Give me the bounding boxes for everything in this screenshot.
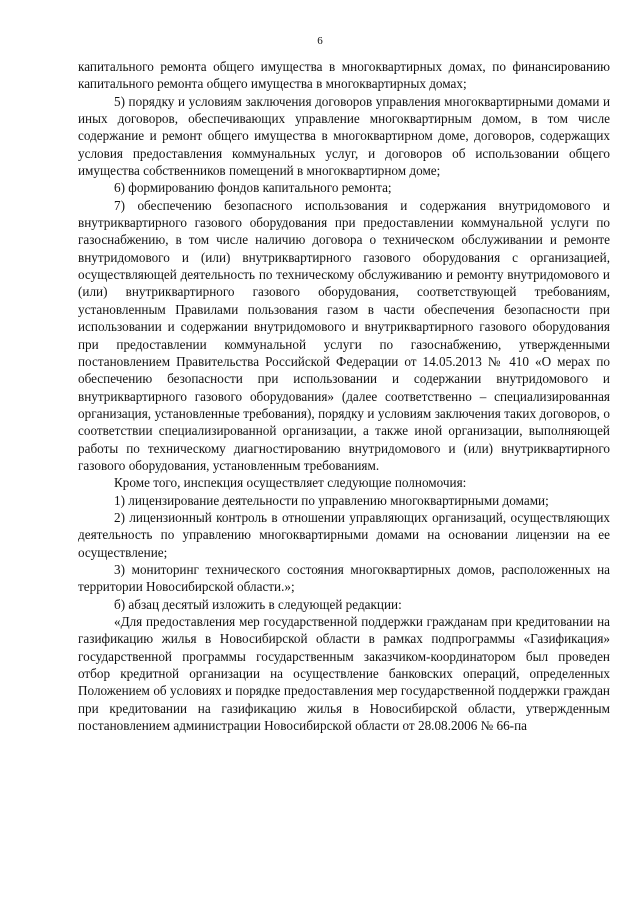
- paragraph-powers-intro: Кроме того, инспекция осуществляет следующие полномочия:: [114, 475, 467, 491]
- paragraph-item-6: 6) формированию фондов капитального ремонта;: [114, 180, 392, 196]
- document-body: [78, 58, 610, 734]
- paragraph-power-2: 2) лицензионный контроль в отношении управляющих организаций, осуществляющих деятельность по управлению многоквартирными домами на основании лицензии на ее осуществление;: [78, 509, 610, 560]
- paragraph-amendment-b: б) абзац десятый изложить в следующей редакции:: [114, 596, 402, 612]
- paragraph-gasification: «Для предоставления мер государственной поддержки гражданам при кредитовании на газификацию жилья в Новосибирской области в рамках подпрограммы «Газификация» государственной программы государственным заказчиком-координатором был проведен отбор кредитной организации на осуществление банковских операций, определенных Положением об условиях и порядке предоставления мер государственной поддержки граждан при кредитовании на газификацию жилья в Новосибирской области, утвержденным постановлением администрации Новосибирской области от 28.08.2006 № 66-па: [78, 614, 610, 734]
- paragraph-item-5: 5) порядку и условиям заключения договоров управления многоквартирными домами и иных договоров, обеспечивающих управление многоквартирным домом, в том числе содержание и ремонт общего имущества в многоквартирном доме, договоров, содержащих условия предоставления коммунальных услуг, и договоров об использовании общего имущества собственников помещений в многоквартирном доме;: [78, 93, 610, 179]
- page-number: 6: [317, 35, 323, 47]
- paragraph-power-3: 3) мониторинг технического состояния многоквартирных домов, расположенных на территории Новосибирской области.»;: [78, 561, 610, 595]
- paragraph-item-7: 7) обеспечению безопасного использования и содержания внутридомового и внутриквартирного газового оборудования при предоставлении коммунальной услуги по газоснабжению, в том числе наличию договора о техническом обслуживании и ремонте внутридомового и (или) внутриквартирного газового оборудования с организацией, осуществляющей деятельность по техническому обслуживанию и ремонту внутридомового и (или) внутриквартирного газового оборудования, соответствующей требованиям, установленным Правилами пользования газом в части обеспечения безопасности при использовании и содержании внутридомового и внутриквартирного газового оборудования при предоставлении коммунальной услуги по газоснабжению, утвержденными постановлением Правительства Российской Федерации от 14.05.2013 № 410 «О мерах по обеспечению безопасности при использовании и содержании внутридомового и внутриквартирного газового оборудования» (далее соответственно – специализированная организация, установленные требования), порядку и условиям заключения таких договоров, о соответствии специализированной организации, а также иной организации, выполняющей работы по техническому диагностированию внутридомового и (или) внутриквартирного газового оборудования, установленным требованиям.: [78, 197, 610, 473]
- paragraph-continuation: капитального ремонта общего имущества в многоквартирных домах, по финансированию капитального ремонта общего имущества в многоквартирных домах;: [78, 59, 610, 92]
- paragraph-power-1: 1) лицензирование деятельности по управлению многоквартирными домами;: [114, 492, 549, 508]
